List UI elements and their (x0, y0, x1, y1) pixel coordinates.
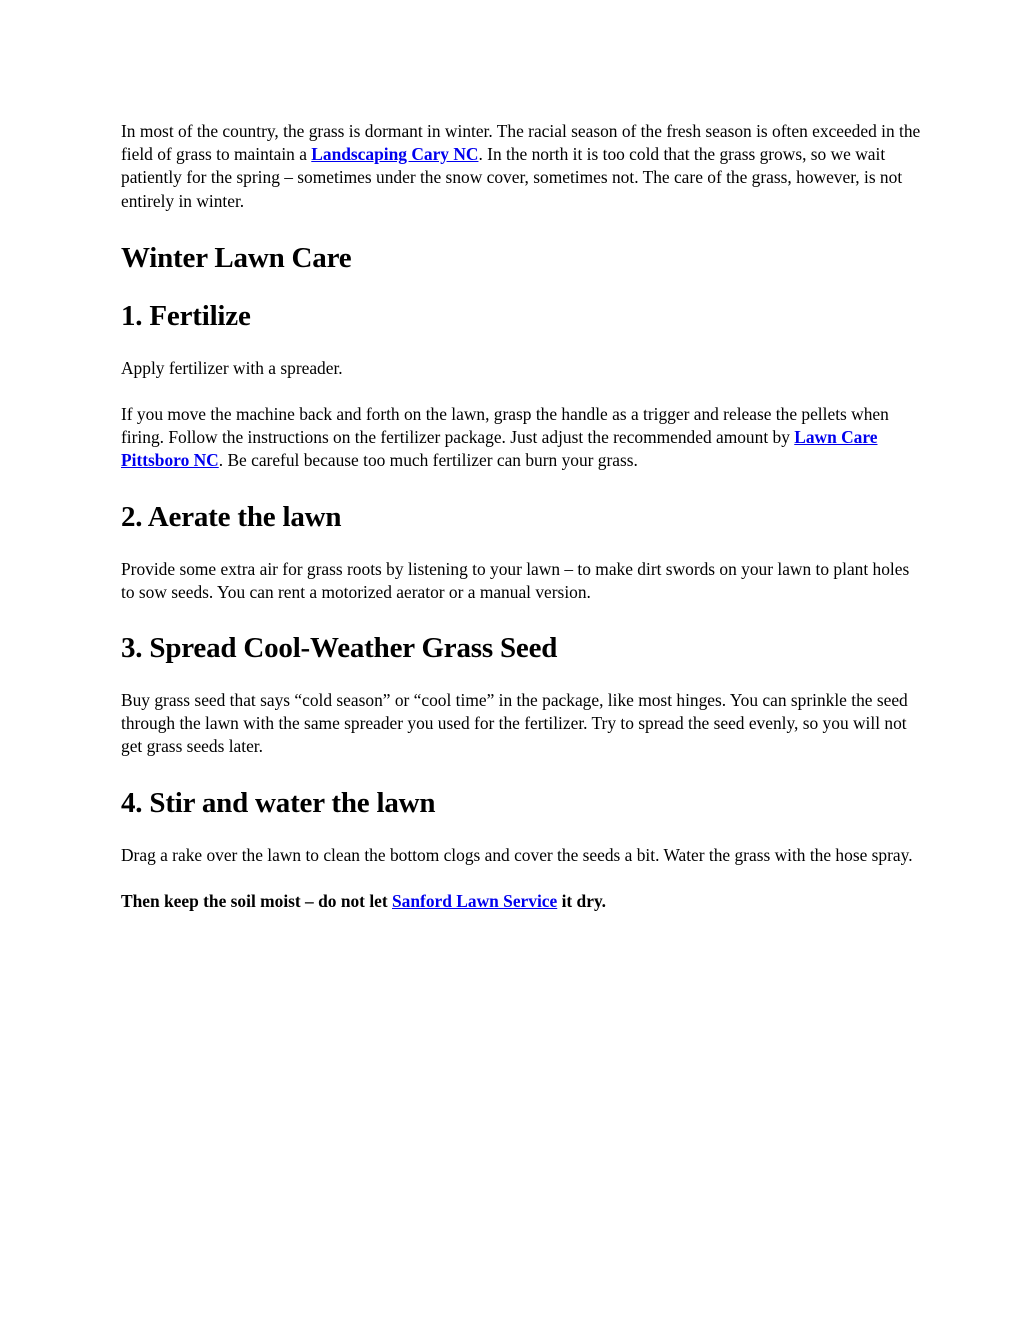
final-text-before-link: Then keep the soil moist – do not let (121, 890, 393, 911)
machine-text-before-link: If you move the machine back and forth on the lawn, grasp the handle as a trigger and release the pellets when firing. Follow the instructions on the fertilizer package. Just adjust the recommended amount by (121, 404, 889, 448)
heading-aerate: 2. Aerate the lawn (121, 500, 342, 533)
sanford-lawn-service-link[interactable]: Sanford Lawn Service (392, 890, 558, 911)
machine-text-after-link: . Be careful because too much fertilizer can burn your grass. (218, 450, 638, 471)
heading-spread-seed: 3. Spread Cool-Weather Grass Seed (121, 632, 558, 665)
fertilize-machine-paragraph (121, 403, 921, 473)
intro-text-after-link: . In the north it is too cold that the grass grows, so we wait patiently for the spring – sometimes under the snow cover, sometimes not. The care of the grass, however, is not entirely in winter. (121, 144, 903, 211)
heading-fertilize: 1. Fertilize (121, 299, 251, 332)
spread-paragraph: Buy grass seed that says “cold season” or “cool time” in the package, like most hinges. You can sprinkle the seed through the lawn with the same spreader you used for the fertilizer. Try to spread the seed evenly, so you will not get grass seeds later. (121, 690, 908, 757)
stir-paragraph: Drag a rake over the lawn to clean the bottom clogs and cover the seeds a bit. Water the grass with the hose spray. (121, 844, 913, 865)
aerate-paragraph: Provide some extra air for grass roots by listening to your lawn – to make dirt swords on your lawn to plant holes to sow seeds. You can rent a motorized aerator or a manual version. (121, 558, 910, 602)
final-text-after-link: it dry. (557, 890, 607, 911)
landscaping-cary-nc-link[interactable]: Landscaping Cary NC (311, 144, 479, 165)
fertilize-apply-paragraph: Apply fertilizer with a spreader. (121, 357, 343, 378)
final-paragraph (121, 890, 921, 913)
heading-stir-water: 4. Stir and water the lawn (121, 786, 436, 819)
intro-paragraph (121, 120, 921, 213)
lawn-care-pittsboro-nc-link[interactable]: Lawn Care Pittsboro NC (121, 427, 878, 471)
heading-winter-lawn-care: Winter Lawn Care (121, 241, 352, 274)
document-page (121, 120, 921, 913)
intro-text-before-link: In most of the country, the grass is dormant in winter. The racial season of the fresh season is often exceeded in the field of grass to maintain a (121, 121, 921, 165)
